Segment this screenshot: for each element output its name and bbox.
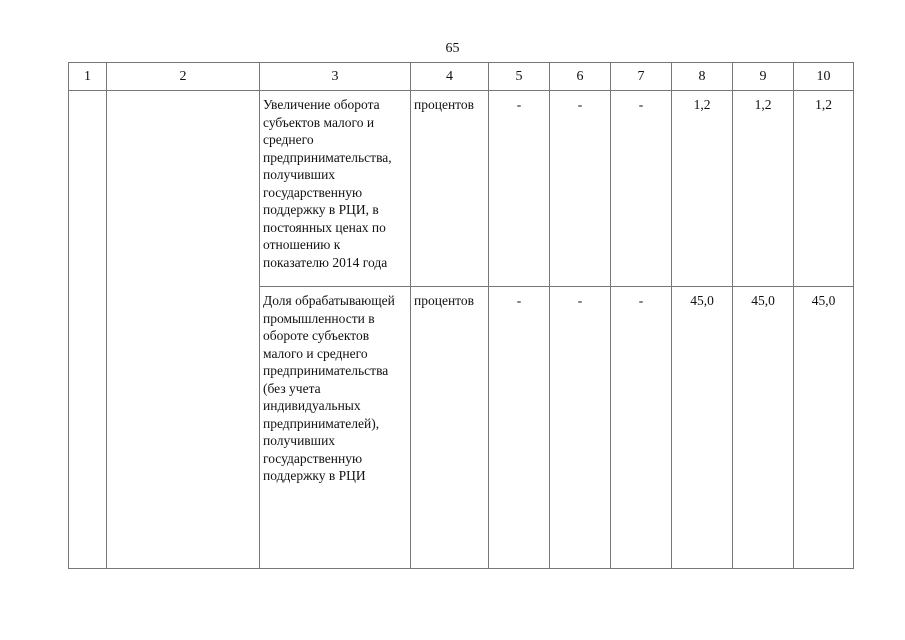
unit-cell: процентов [411,91,489,287]
value-cell: - [611,287,672,569]
indicator-name: Увеличение оборота субъектов малого и среднего предпринимательства, получивших государственную поддержку в РЦИ, в постоянных ценах по отношению к показателю 2014 года [260,91,411,287]
header-cell: 6 [550,63,611,91]
header-cell: 8 [672,63,733,91]
value-cell: 1,2 [794,91,854,287]
header-cell: 9 [733,63,794,91]
cell-col1 [69,91,107,569]
value-cell: - [550,287,611,569]
table-row [69,91,854,287]
indicators-table [68,62,854,569]
value-cell: - [489,287,550,569]
header-cell: 5 [489,63,550,91]
indicator-name: Доля обрабатывающей промышленности в обороте субъектов малого и среднего предпринимательства (без учета индивидуальных предпринимателей), получивших государственную поддержку в РЦИ [260,287,411,569]
page-number: 65 [445,41,460,56]
header-cell: 2 [107,63,260,91]
header-cell: 3 [260,63,411,91]
header-cell: 10 [794,63,854,91]
unit-cell: процентов [411,287,489,569]
value-cell: 45,0 [672,287,733,569]
value-cell: - [550,91,611,287]
header-cell: 7 [611,63,672,91]
value-cell: - [611,91,672,287]
value-cell: 1,2 [733,91,794,287]
header-cell: 4 [411,63,489,91]
value-cell: 45,0 [733,287,794,569]
header-row [69,63,854,91]
value-cell: 45,0 [794,287,854,569]
header-cell: 1 [69,63,107,91]
value-cell: - [489,91,550,287]
cell-col2 [107,91,260,569]
value-cell: 1,2 [672,91,733,287]
